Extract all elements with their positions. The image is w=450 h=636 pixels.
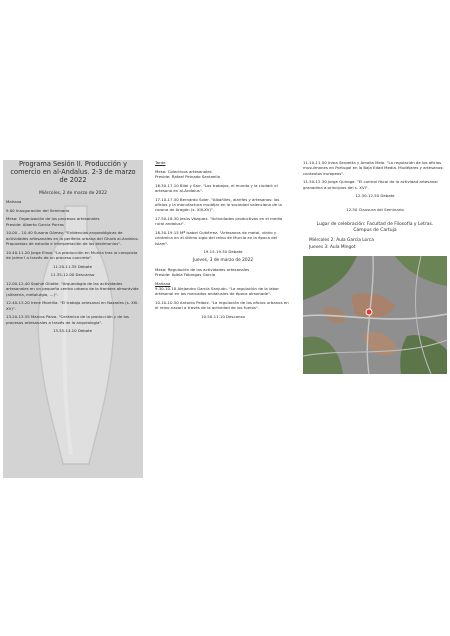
schedule-item: 10.40-11.20 Jorge Eiroa. "La producción en Murcia tras la conquista de Jaime I a través de un proceso concreto". (6, 249, 138, 261)
venue-title: Lugar de celebración: Facultad de Filosofía y Letras. Campus de Cartuja (316, 222, 434, 234)
schedule-item: 16.30-17.10 Bilal y Sarr. "Los trabajos, el mundo y la ciudad: el artesano en al-Andalus". (155, 182, 278, 193)
schedule-item: 12.40-13.20 Irene Montilla. "El trabajo artesanal en Nazaríes (s. XIII-XV)". (6, 300, 139, 311)
schedule-item: 17.50-18.30 Jesús Vázquez. "Actividades productivas en el medio rural andalusí". (155, 216, 283, 227)
schedule-item: 11.10-11.50 Inma Serpetta y Amalia Melo. "La regulación de los oficios musulmanes en Portugal en la Baja Edad Media. Mudéjares y artesanos: contextos europeos". (303, 160, 444, 176)
venue-map (303, 256, 447, 374)
debate-item: 19.15-19.30 Debate (203, 249, 243, 255)
schedule-item: 11.50-12.30 Jorge Quiroga. "El control fiscal de la actividad artesanal granadina a principios del s. XVI". (303, 179, 438, 190)
debate-item: 11.20-11.35 Debate (52, 263, 93, 269)
venue-day1: Miércoles 2: Aula García Lorca (309, 237, 374, 243)
day2-date: Jueves, 3 de marzo de 2022 (192, 258, 254, 263)
schedule-item: 18.30-19.15 Mª Isabel Gutiérrez. "Artesanos de metal, vidrio y cerámica en el último siglo del reino de Murcia en la época del Islam". (155, 230, 278, 246)
program-panel-day1 (3, 160, 143, 478)
mesa-title: Mesa: Organización de los procesos artesanales (6, 216, 100, 222)
break-item: 10.50-11.10 Descanso (201, 314, 245, 319)
schedule-item: 9.30-10.10 Alejandro García Sanjuán. "La regulación de la labor artesanal en los mercados andalusíes de época almohade". (155, 286, 279, 297)
mesa-title: Mesa: Regulación de las actividades artesanales (155, 266, 250, 272)
section-afternoon: Tarde (155, 160, 166, 165)
section-morning: Mañana (6, 199, 22, 205)
schedule-item: 12.00-12.40 Sophie Gilotte. "Arqueología de las actividades artesanales en un pequeño centro urbano de la frontera almorávide (alfarería, metalurgia, ...)". (6, 280, 139, 297)
closing-item: 12.50 Clausura del Seminario (346, 206, 404, 212)
mesa-chair: Preside: Alberto García Porras (6, 221, 64, 227)
schedule-item: 9.00 Inauguración del Seminario (6, 207, 70, 213)
day1-date: Miércoles, 2 de marzo de 2022 (39, 190, 107, 196)
satellite-map-image (303, 256, 447, 374)
schedule-item: 13.20-13.55 Marcos Paiva. "Cerámica de la producción y de los procesos artesanales a través de la arqueología". (6, 314, 129, 325)
schedule-item: 10.10-10.50 Antonio Peláez. "La regulación de los oficios urbanos en el reino nazarí a través de la actividad de los fueros". (155, 300, 289, 311)
schedule-item: 10.00 – 10.40 Susana Gómez. "Evidencias arqueológicas de actividades artesanales en la periferia urbana del Gharb al-Andalus. Propuestas de estudio e interpretación de los testimonios". (6, 230, 139, 247)
program-column-3 (303, 160, 447, 374)
program-title: Programa Sesión II. Producción y comercio en al-Andalus. 2-3 de marzo de 2022 (10, 160, 136, 185)
schedule-item: 17.10-17.50 Bernardo Soler. "Albañiles, alarifes y artesanos: los oficios y la manufactura mudéjar en la sociedad valenciana de la corona de Aragón (s. XIII-XV)". (155, 196, 282, 213)
mesa-chair: Preside: Adela Fábregas García (155, 272, 216, 277)
debate-item: 13.55-14.10 Debate (52, 328, 93, 334)
program-column-2 (155, 160, 291, 323)
mesa-chair: Preside: Rafael Peinado Santaella (155, 174, 220, 179)
debate-item: 12.30-12.50 Debate (355, 193, 395, 199)
mesa-title: Mesa: Colectivos artesanales (155, 168, 212, 174)
break-item: 11.35-12.00 Descanso (50, 272, 95, 278)
venue-day2: Jueves 3: Aula Mingot (309, 245, 356, 251)
section-morning: Mañana (155, 280, 171, 286)
